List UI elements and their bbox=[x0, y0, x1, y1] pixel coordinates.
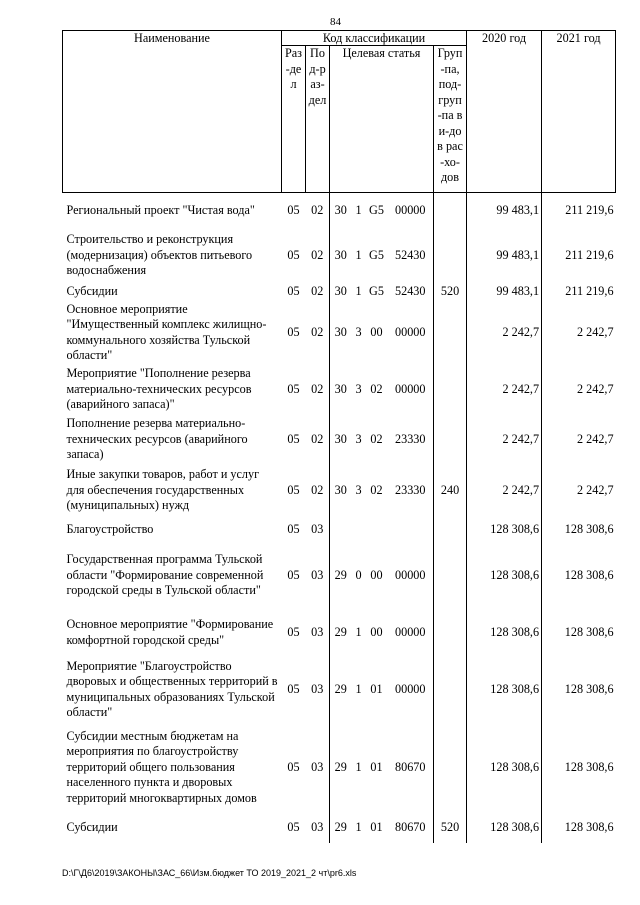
header-podrazdel: Под-раз-дел bbox=[306, 46, 330, 193]
row-name: Основное мероприятие "Имущественный комплекс жилищно-коммунального хозяйства Тульской области" bbox=[66, 301, 267, 362]
header-2020: 2020 год bbox=[467, 31, 542, 193]
row-target-subprogram: 1 bbox=[355, 681, 362, 696]
row-target-program: 30 bbox=[334, 203, 347, 217]
row-expense-group bbox=[434, 415, 467, 465]
row-target-event: 00 bbox=[370, 567, 383, 582]
row-target-subprogram: 1 bbox=[355, 624, 362, 639]
row-podrazdel: 02 bbox=[306, 465, 330, 517]
row-target-event: 02 bbox=[370, 482, 383, 497]
row-target-direction: 00000 bbox=[388, 365, 434, 415]
row-value-2021: 128 308,6 bbox=[564, 681, 614, 696]
row-razdel: 05 bbox=[287, 521, 300, 536]
row-target-program: 29 bbox=[334, 624, 347, 639]
header-target: Целевая статья bbox=[330, 46, 434, 193]
row-target-direction: 00000 bbox=[388, 543, 434, 609]
row-razdel: 05 bbox=[287, 624, 300, 639]
budget-table bbox=[62, 30, 616, 843]
row-podrazdel: 03 bbox=[306, 543, 330, 609]
table-row bbox=[63, 229, 616, 283]
row-target-subprogram bbox=[352, 517, 366, 543]
table-row bbox=[63, 543, 616, 609]
row-value-2020: 128 308,6 bbox=[467, 813, 542, 843]
row-target-direction: 80670 bbox=[388, 723, 434, 813]
row-target-subprogram: 1 bbox=[355, 203, 362, 217]
header-group: Груп-па, под-груп-па ви-дов рас-хо-дов bbox=[434, 46, 467, 193]
row-value-2021: 2 242,7 bbox=[576, 381, 614, 396]
row-value-2021: 2 242,7 bbox=[576, 324, 614, 339]
row-razdel: 05 bbox=[287, 203, 300, 217]
row-target-direction: 23330 bbox=[388, 465, 434, 517]
row-target-event: 01 bbox=[370, 681, 383, 696]
row-expense-group bbox=[434, 365, 467, 415]
row-target-event: G5 bbox=[369, 283, 384, 298]
row-value-2020: 128 308,6 bbox=[467, 657, 542, 723]
row-target-program: 30 bbox=[334, 381, 347, 396]
row-expense-group bbox=[434, 517, 467, 543]
row-value-2021: 211 219,6 bbox=[565, 283, 614, 298]
table-row bbox=[63, 813, 616, 843]
row-target-program: 29 bbox=[334, 681, 347, 696]
row-value-2021: 128 308,6 bbox=[564, 521, 614, 536]
row-value-2020: 99 483,1 bbox=[467, 193, 542, 229]
row-podrazdel: 03 bbox=[306, 813, 330, 843]
table-row bbox=[63, 517, 616, 543]
row-target-event: 01 bbox=[370, 759, 383, 774]
row-target-event: 01 bbox=[370, 819, 383, 834]
row-target-event: 00 bbox=[370, 624, 383, 639]
table-row bbox=[63, 609, 616, 657]
row-podrazdel: 03 bbox=[306, 609, 330, 657]
row-razdel: 05 bbox=[287, 324, 300, 339]
row-value-2021: 128 308,6 bbox=[564, 624, 614, 639]
header-classification: Код классификации bbox=[282, 31, 467, 46]
row-target-direction: 00000 bbox=[388, 609, 434, 657]
row-target-event: G5 bbox=[369, 247, 384, 262]
row-value-2021: 128 308,6 bbox=[564, 759, 614, 774]
row-target-program bbox=[330, 517, 352, 543]
row-podrazdel: 02 bbox=[306, 365, 330, 415]
row-expense-group: 520 bbox=[434, 283, 467, 301]
row-name: Основное мероприятие "Формирование комфортной городской среды" bbox=[66, 617, 274, 647]
row-razdel: 05 bbox=[287, 431, 300, 446]
table-row bbox=[63, 283, 616, 301]
row-expense-group bbox=[434, 193, 467, 229]
row-value-2021: 128 308,6 bbox=[564, 819, 614, 834]
table-row bbox=[63, 657, 616, 723]
row-expense-group: 240 bbox=[434, 465, 467, 517]
row-target-direction bbox=[388, 517, 434, 543]
table-row bbox=[63, 415, 616, 465]
row-expense-group bbox=[434, 301, 467, 365]
row-expense-group: 520 bbox=[434, 813, 467, 843]
row-name: Мероприятие "Пополнение резерва материально-технических ресурсов (аварийного запаса)" bbox=[66, 366, 252, 412]
row-target-direction: 23330 bbox=[388, 415, 434, 465]
row-expense-group bbox=[434, 723, 467, 813]
row-target-program: 30 bbox=[334, 247, 347, 262]
row-target-subprogram: 1 bbox=[355, 759, 362, 774]
row-podrazdel: 03 bbox=[306, 723, 330, 813]
row-expense-group bbox=[434, 657, 467, 723]
row-target-subprogram: 3 bbox=[355, 431, 362, 446]
table-row bbox=[63, 365, 616, 415]
row-razdel: 05 bbox=[287, 759, 300, 774]
row-name: Региональный проект "Чистая вода" bbox=[66, 203, 255, 217]
row-target-subprogram: 1 bbox=[355, 283, 362, 298]
row-target-direction: 80670 bbox=[388, 813, 434, 843]
row-target-direction: 52430 bbox=[388, 229, 434, 283]
row-target-subprogram: 3 bbox=[355, 324, 362, 339]
header-razdel: Раз-дел bbox=[282, 46, 306, 193]
row-target-direction: 00000 bbox=[388, 301, 434, 365]
row-podrazdel: 02 bbox=[306, 415, 330, 465]
row-expense-group bbox=[434, 229, 467, 283]
row-target-program: 29 bbox=[334, 759, 347, 774]
row-target-subprogram: 1 bbox=[355, 819, 362, 834]
row-razdel: 05 bbox=[287, 381, 300, 396]
row-name: Мероприятие "Благоустройство дворовых и общественных территорий в муниципальных образованиях Тульской области" bbox=[66, 658, 278, 719]
row-razdel: 05 bbox=[287, 283, 300, 298]
row-razdel: 05 bbox=[287, 247, 300, 262]
row-podrazdel: 02 bbox=[306, 283, 330, 301]
row-razdel: 05 bbox=[287, 681, 300, 696]
row-target-event: 02 bbox=[370, 431, 383, 446]
row-value-2021: 128 308,6 bbox=[564, 567, 614, 582]
row-value-2021: 211 219,6 bbox=[565, 247, 614, 262]
row-value-2020: 2 242,7 bbox=[467, 301, 542, 365]
row-target-program: 30 bbox=[334, 324, 347, 339]
footer-file-path: D:\Г\Д6\2019\ЗАКОНЫ\ЗАС_66\Изм.бюджет ТО 2019_2021_2 чт\pr6.xls bbox=[62, 868, 357, 878]
row-target-direction: 52430 bbox=[388, 283, 434, 301]
row-value-2020: 128 308,6 bbox=[467, 517, 542, 543]
table-row bbox=[63, 301, 616, 365]
row-target-program: 30 bbox=[334, 482, 347, 497]
row-expense-group bbox=[434, 609, 467, 657]
table-row bbox=[63, 465, 616, 517]
row-name: Субсидии местным бюджетам на мероприятия по благоустройству территорий общего пользования населенного пункта и дворовых территорий многоквартирных домов bbox=[66, 728, 257, 805]
row-target-subprogram: 3 bbox=[355, 381, 362, 396]
row-name: Иные закупки товаров, работ и услуг для обеспечения государственных (муниципальных) нужд bbox=[66, 467, 260, 513]
row-name: Субсидии bbox=[66, 819, 118, 834]
row-name: Субсидии bbox=[66, 283, 118, 298]
row-value-2020: 99 483,1 bbox=[467, 283, 542, 301]
row-podrazdel: 03 bbox=[306, 517, 330, 543]
row-razdel: 05 bbox=[287, 567, 300, 582]
table-row bbox=[63, 723, 616, 813]
row-podrazdel: 02 bbox=[306, 301, 330, 365]
row-expense-group bbox=[434, 543, 467, 609]
row-target-program: 29 bbox=[334, 819, 347, 834]
row-name: Благоустройство bbox=[66, 521, 154, 536]
row-value-2020: 128 308,6 bbox=[467, 609, 542, 657]
row-razdel: 05 bbox=[287, 819, 300, 834]
row-podrazdel: 02 bbox=[306, 193, 330, 229]
row-target-program: 29 bbox=[334, 567, 347, 582]
row-target-direction: 00000 bbox=[388, 657, 434, 723]
row-value-2020: 2 242,7 bbox=[467, 415, 542, 465]
page-number: 84 bbox=[330, 16, 341, 28]
row-target-event: 02 bbox=[370, 381, 383, 396]
header-2021: 2021 год bbox=[542, 31, 616, 193]
row-name: Пополнение резерва материально-технических ресурсов (аварийного запаса) bbox=[66, 416, 248, 462]
row-value-2020: 99 483,1 bbox=[467, 229, 542, 283]
row-razdel: 05 bbox=[287, 482, 300, 497]
header-name: Наименование bbox=[63, 31, 282, 193]
row-target-subprogram: 3 bbox=[355, 482, 362, 497]
row-name: Строительство и реконструкция (модернизация) объектов питьевого водоснабжения bbox=[66, 232, 253, 278]
row-podrazdel: 03 bbox=[306, 657, 330, 723]
row-target-subprogram: 0 bbox=[355, 567, 362, 582]
row-target-event: G5 bbox=[369, 203, 384, 217]
row-value-2020: 2 242,7 bbox=[467, 365, 542, 415]
row-value-2020: 128 308,6 bbox=[467, 723, 542, 813]
row-value-2020: 2 242,7 bbox=[467, 465, 542, 517]
row-value-2021: 2 242,7 bbox=[576, 431, 614, 446]
row-value-2021: 211 219,6 bbox=[565, 203, 614, 217]
row-podrazdel: 02 bbox=[306, 229, 330, 283]
row-target-direction: 00000 bbox=[388, 193, 434, 229]
row-target-event: 00 bbox=[370, 324, 383, 339]
row-name: Государственная программа Тульской области "Формирование современной городской среды в Тульской области" bbox=[66, 552, 264, 598]
row-target-subprogram: 1 bbox=[355, 247, 362, 262]
row-value-2020: 128 308,6 bbox=[467, 543, 542, 609]
row-value-2021: 2 242,7 bbox=[576, 482, 614, 497]
table-row bbox=[63, 193, 616, 229]
row-target-program: 30 bbox=[334, 283, 347, 298]
row-target-event bbox=[366, 517, 388, 543]
row-target-program: 30 bbox=[334, 431, 347, 446]
